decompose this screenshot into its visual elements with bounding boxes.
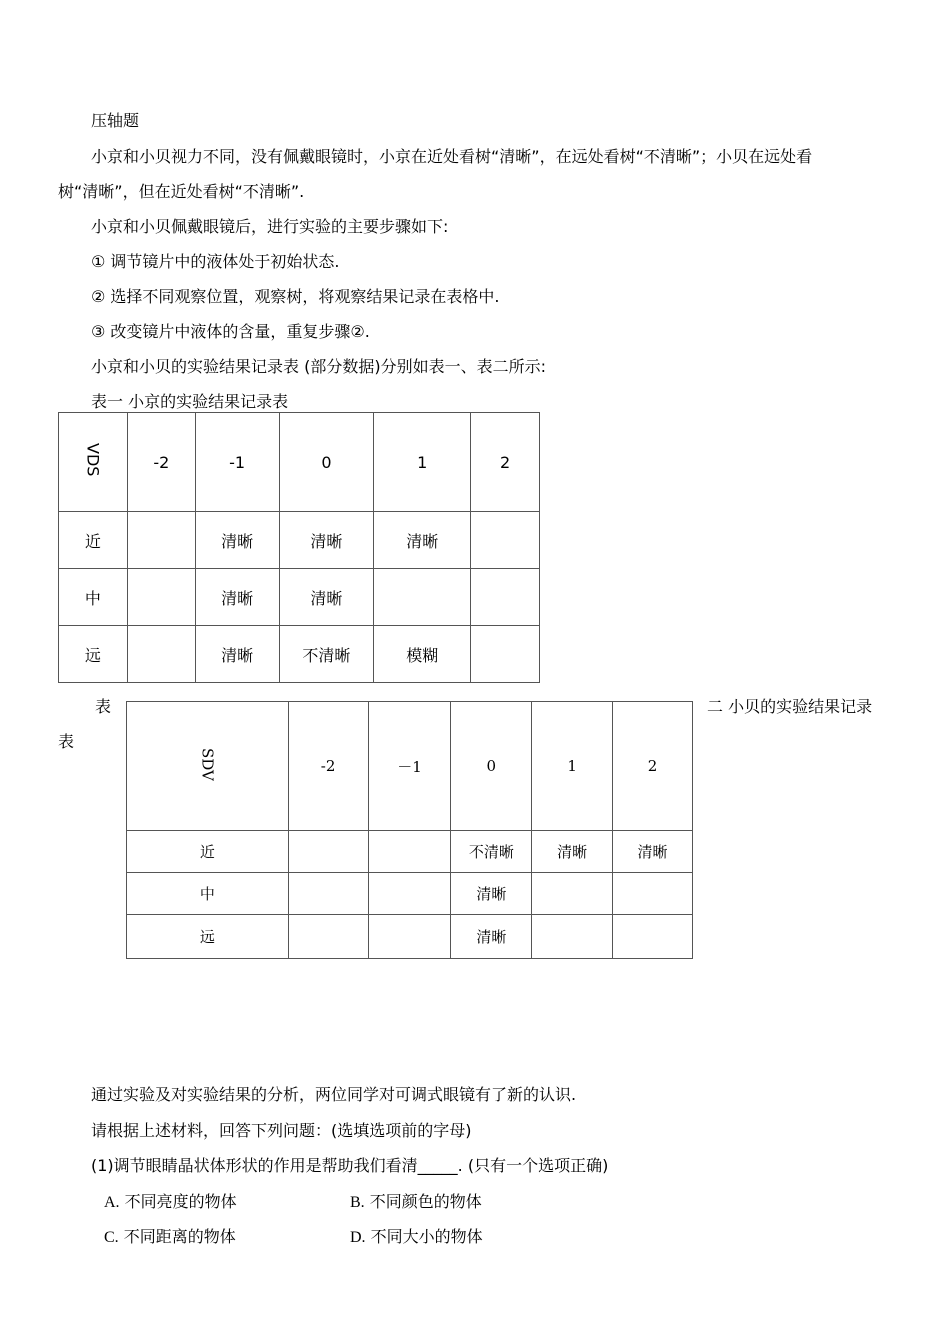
table1-cell: 清晰 [279,512,374,569]
table1-cell: 清晰 [195,512,279,569]
table2-col-header: 2 [613,702,693,831]
table2-cell [288,831,368,873]
option-letter: A. [104,1194,120,1211]
option-letter: C. [104,1229,119,1246]
table1 [58,412,540,683]
table1-corner: VDS [59,413,128,512]
table1-col-header: 2 [471,413,540,512]
table1-cell [374,569,471,626]
table2-cell [532,873,613,915]
table1-cell [127,569,195,626]
table2-cell [368,915,451,959]
option-letter: D. [350,1229,366,1246]
table2-caption-wrap: 表 [58,732,75,751]
table1-cell: 模糊 [374,626,471,683]
heading: 压轴题 [91,111,140,130]
table1-row-label: 近 [59,512,128,569]
table-row [59,569,540,626]
option-d [350,1226,483,1249]
table1-cell [471,569,540,626]
step-2: ② 选择不同观察位置，观察树，将观察结果记录在表格中. [91,287,500,306]
step-1: ① 调节镜片中的液体处于初始状态. [91,252,340,271]
table2-cell [532,915,613,959]
table2-cell [288,915,368,959]
table-row [127,873,693,915]
table1-col-header: 0 [279,413,374,512]
table2-caption-right: 二 小贝的实验结果记录 [707,697,873,716]
option-text: 不同亮度的物体 [124,1192,237,1211]
question1-stem: (1)调节眼睛晶状体形状的作用是帮助我们看清_____. (只有一个选项正确) [91,1156,609,1175]
option-text: 不同颜色的物体 [369,1192,482,1211]
option-a [104,1191,237,1214]
intro-line-3: 小京和小贝佩戴眼镜后，进行实验的主要步骤如下: [91,217,449,236]
table-intro: 小京和小贝的实验结果记录表 (部分数据)分别如表一、表二所示: [91,357,546,376]
table2 [126,701,693,959]
table1-header-row [59,413,540,512]
table-row [127,915,693,959]
option-c [104,1226,236,1249]
table1-cell [127,512,195,569]
table1-col-header: 1 [374,413,471,512]
table2-cell: 清晰 [532,831,613,873]
table1-col-header: -2 [127,413,195,512]
table1-cell: 清晰 [195,569,279,626]
table2-row-label: 中 [127,873,289,915]
table1-row-label: 远 [59,626,128,683]
table-row [127,831,693,873]
option-letter: B. [350,1194,365,1211]
table1-col-header: -1 [195,413,279,512]
table2-cell: 不清晰 [451,831,532,873]
table2-row-label: 近 [127,831,289,873]
table2-cell [368,873,451,915]
table1-cell [127,626,195,683]
table1-cell: 不清晰 [279,626,374,683]
table1-cell: 清晰 [279,569,374,626]
table2-caption-left: 表 [95,697,112,716]
table2-cell: 清晰 [451,873,532,915]
instruction: 请根据上述材料，回答下列问题：(选填选项前的字母) [91,1121,472,1140]
table-row [59,512,540,569]
conclusion: 通过实验及对实验结果的分析，两位同学对可调式眼镜有了新的认识. [91,1085,577,1104]
table-row [59,626,540,683]
option-b [350,1191,482,1214]
table2-cell [613,873,693,915]
intro-line-1: 小京和小贝视力不同，没有佩戴眼镜时，小京在近处看树“清晰”，在远处看树“不清晰”；小贝在远处看 [91,147,813,166]
table2-cell [613,915,693,959]
option-text: 不同距离的物体 [123,1227,236,1246]
table2-col-header: －1 [368,702,451,831]
table2-cell: 清晰 [613,831,693,873]
table2-col-header: -2 [288,702,368,831]
table2-cell [288,873,368,915]
table2-col-header: 0 [451,702,532,831]
table2-row-label: 远 [127,915,289,959]
table1-row-label: 中 [59,569,128,626]
table1-cell [471,626,540,683]
table1-cell [471,512,540,569]
table1-cell: 清晰 [374,512,471,569]
table2-cell [368,831,451,873]
intro-line-2: 树“清晰”，但在近处看树“不清晰”. [58,182,305,201]
table2-col-header: 1 [532,702,613,831]
table2-header-row [127,702,693,831]
option-text: 不同大小的物体 [370,1227,483,1246]
step-3: ③ 改变镜片中液体的含量，重复步骤②. [91,322,370,341]
table2-cell: 清晰 [451,915,532,959]
table1-cell: 清晰 [195,626,279,683]
table2-corner: SDV [127,702,289,831]
table1-caption: 表一 小京的实验结果记录表 [91,392,289,411]
